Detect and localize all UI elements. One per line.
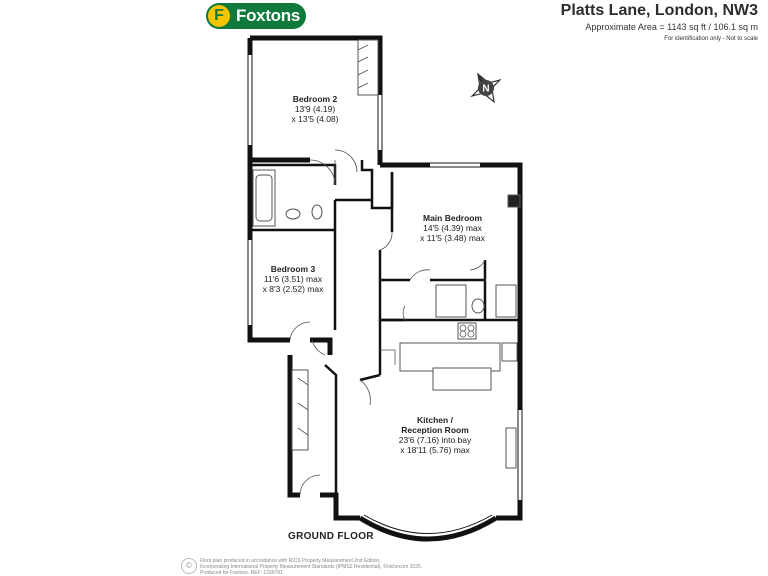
compass-letter: N <box>482 83 490 95</box>
room-label-kitchen <box>380 415 490 455</box>
room-label-main-bedroom <box>405 213 500 243</box>
room-name: Bedroom 2 <box>292 94 338 104</box>
compass-icon <box>464 66 508 110</box>
room-label-bedroom3 <box>248 264 338 294</box>
floor-name: GROUND FLOOR <box>288 531 374 542</box>
room-dim: x 18'11 (5.76) max <box>400 445 470 455</box>
room-dim: 11'6 (3.51) max <box>263 274 323 284</box>
room-dim: 14'5 (4.39) max <box>423 223 482 233</box>
room-dim: x 8'3 (2.52) max <box>262 284 324 294</box>
footer-line: Floor plan produced in accordance with RICS Property Measurement 2nd Edition, <box>200 558 381 564</box>
footer-line: Produced for Foxtons. REF: 1339791 <box>200 570 283 576</box>
logo-letter: F <box>214 7 224 24</box>
room-dim: 13'9 (4.19) <box>294 104 336 114</box>
room-dim: 23'6 (7.16) into bay <box>398 435 472 445</box>
bathroom-fixtures <box>253 170 516 317</box>
room-dim: x 13'5 (4.08) <box>291 114 339 124</box>
footer-line: Incorporating International Property Measurement Standards (IPMS2 Residential). ©nichecom 2025. <box>200 564 423 570</box>
scale-note: For identification only - Not to scale <box>664 36 758 42</box>
logo-wordmark: Foxtons <box>236 6 301 25</box>
approx-area: Approximate Area = 1143 sq ft / 106.1 sq m <box>585 22 758 32</box>
room-dim: x 11'5 (3.48) max <box>420 233 485 243</box>
room-name: Reception Room <box>401 425 469 435</box>
copyright-icon: © <box>181 558 197 574</box>
room-name: Kitchen / <box>417 415 453 425</box>
room-name: Bedroom 3 <box>270 264 316 274</box>
room-name: Main Bedroom <box>422 213 483 223</box>
property-title: Platts Lane, London, NW3 <box>560 2 758 19</box>
footer-text <box>200 558 460 576</box>
room-label-bedroom2 <box>270 94 360 124</box>
bay-window <box>360 515 496 539</box>
